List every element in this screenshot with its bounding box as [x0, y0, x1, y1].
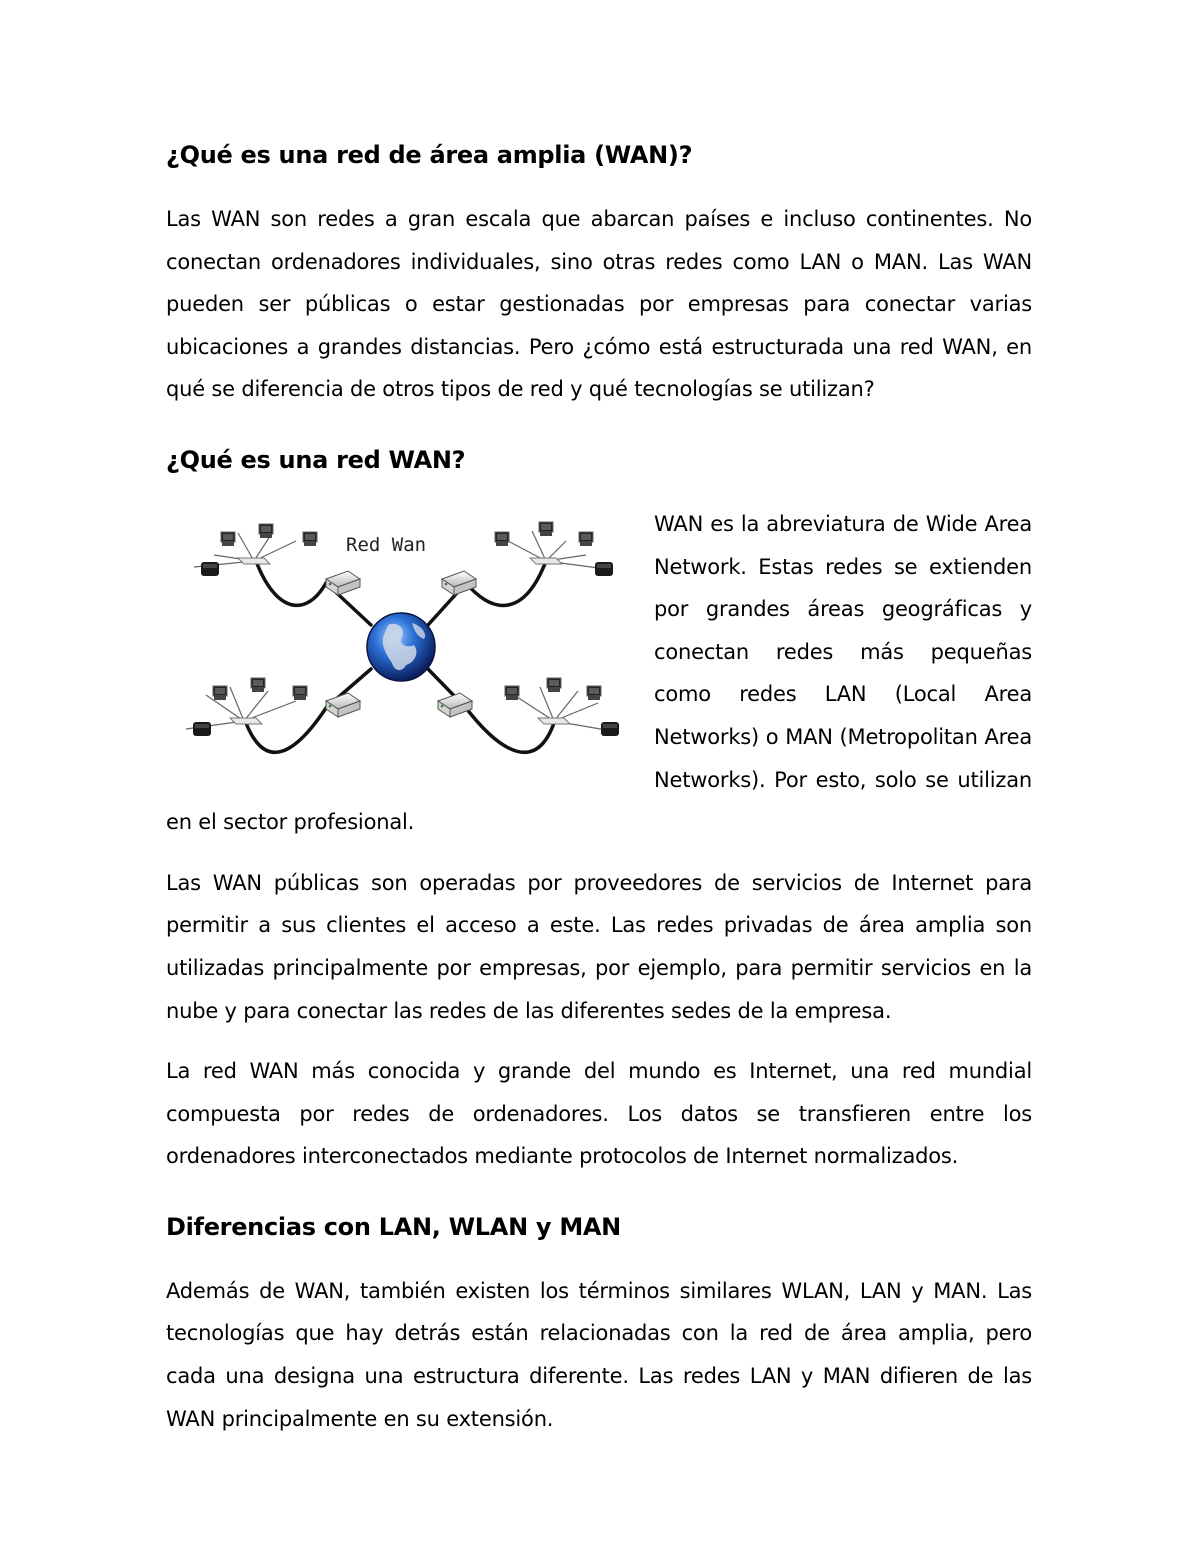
paragraph-public-wan: Las WAN públicas son operadas por proveedores de servicios de Internet para permitir a sus clientes el acceso a este. Las redes privadas de área amplia son utilizadas principalmente por empresas, por ejemplo, para permitir servicios en la nube y para conectar las redes de las diferentes sedes de la empresa.	[166, 870, 1032, 1023]
switch-icon	[530, 558, 562, 564]
computer-icon	[505, 686, 519, 700]
computer-icon	[587, 686, 601, 700]
heading-what-is-wan: ¿Qué es una red de área amplia (WAN)?	[166, 141, 693, 169]
document-content	[166, 138, 1032, 1440]
heading-red-wan: ¿Qué es una red WAN?	[166, 445, 466, 474]
paragraph-intro: Las WAN son redes a gran escala que abarcan países e incluso continentes. No conectan ordenadores individuales, sino otras redes como LAN o MAN. Las WAN pueden ser públicas o estar gestionadas por empresas para conectar varias ubicaciones a grandes distancias. Pero ¿cómo está estructurada una red WAN, en qué se diferencia de otros tipos de red y qué tecnologías se utilizan?	[166, 207, 1032, 402]
computer-icon	[539, 522, 553, 536]
computer-icon	[495, 532, 509, 546]
figure-section	[166, 503, 1032, 844]
globe-icon	[367, 613, 435, 681]
computer-icon	[293, 686, 307, 700]
router-icon	[442, 571, 476, 595]
paragraph-internet: La red WAN más conocida y grande del mundo es Internet, una red mundial compuesta por redes de ordenadores. Los datos se transfieren entre los ordenadores interconectados mediante protocolos de Internet normalizados.	[166, 1059, 1032, 1169]
router-icon	[438, 693, 472, 717]
computer-icon	[547, 678, 561, 692]
printer-icon	[601, 722, 619, 736]
switch-icon	[538, 718, 570, 724]
switch-icon	[238, 558, 270, 564]
computer-icon	[251, 678, 265, 692]
computer-icon	[303, 532, 317, 546]
wan-network-diagram	[166, 503, 636, 771]
computer-icon	[221, 532, 235, 546]
printer-icon	[595, 562, 613, 576]
paragraph-wan-definition: WAN es la abreviatura de Wide Area Network. Estas redes se extienden por grandes áreas geográficas y conectan redes más pequeñas como redes LAN (Local Area Networks) o MAN (Metropolitan Area Networks). Por esto, solo se utilizan en el sector profesional.	[166, 511, 1032, 835]
paragraph-differences: Además de WAN, también existen los términos similares WLAN, LAN y MAN. Las tecnologías que hay detrás están relacionadas con la red de área amplia, pero cada una designa una estructura diferente. Las redes LAN y MAN difieren de las WAN principalmente en su extensión.	[166, 1278, 1032, 1431]
computer-icon	[579, 532, 593, 546]
figure-label: Red Wan	[346, 533, 427, 556]
computer-icon	[213, 686, 227, 700]
switch-icon	[230, 718, 262, 724]
computer-icon	[259, 524, 273, 538]
printer-icon	[193, 722, 211, 736]
heading-differences: Diferencias con LAN, WLAN y MAN	[166, 1212, 621, 1241]
printer-icon	[201, 562, 219, 576]
router-icon	[326, 693, 360, 717]
router-icon	[326, 571, 360, 595]
